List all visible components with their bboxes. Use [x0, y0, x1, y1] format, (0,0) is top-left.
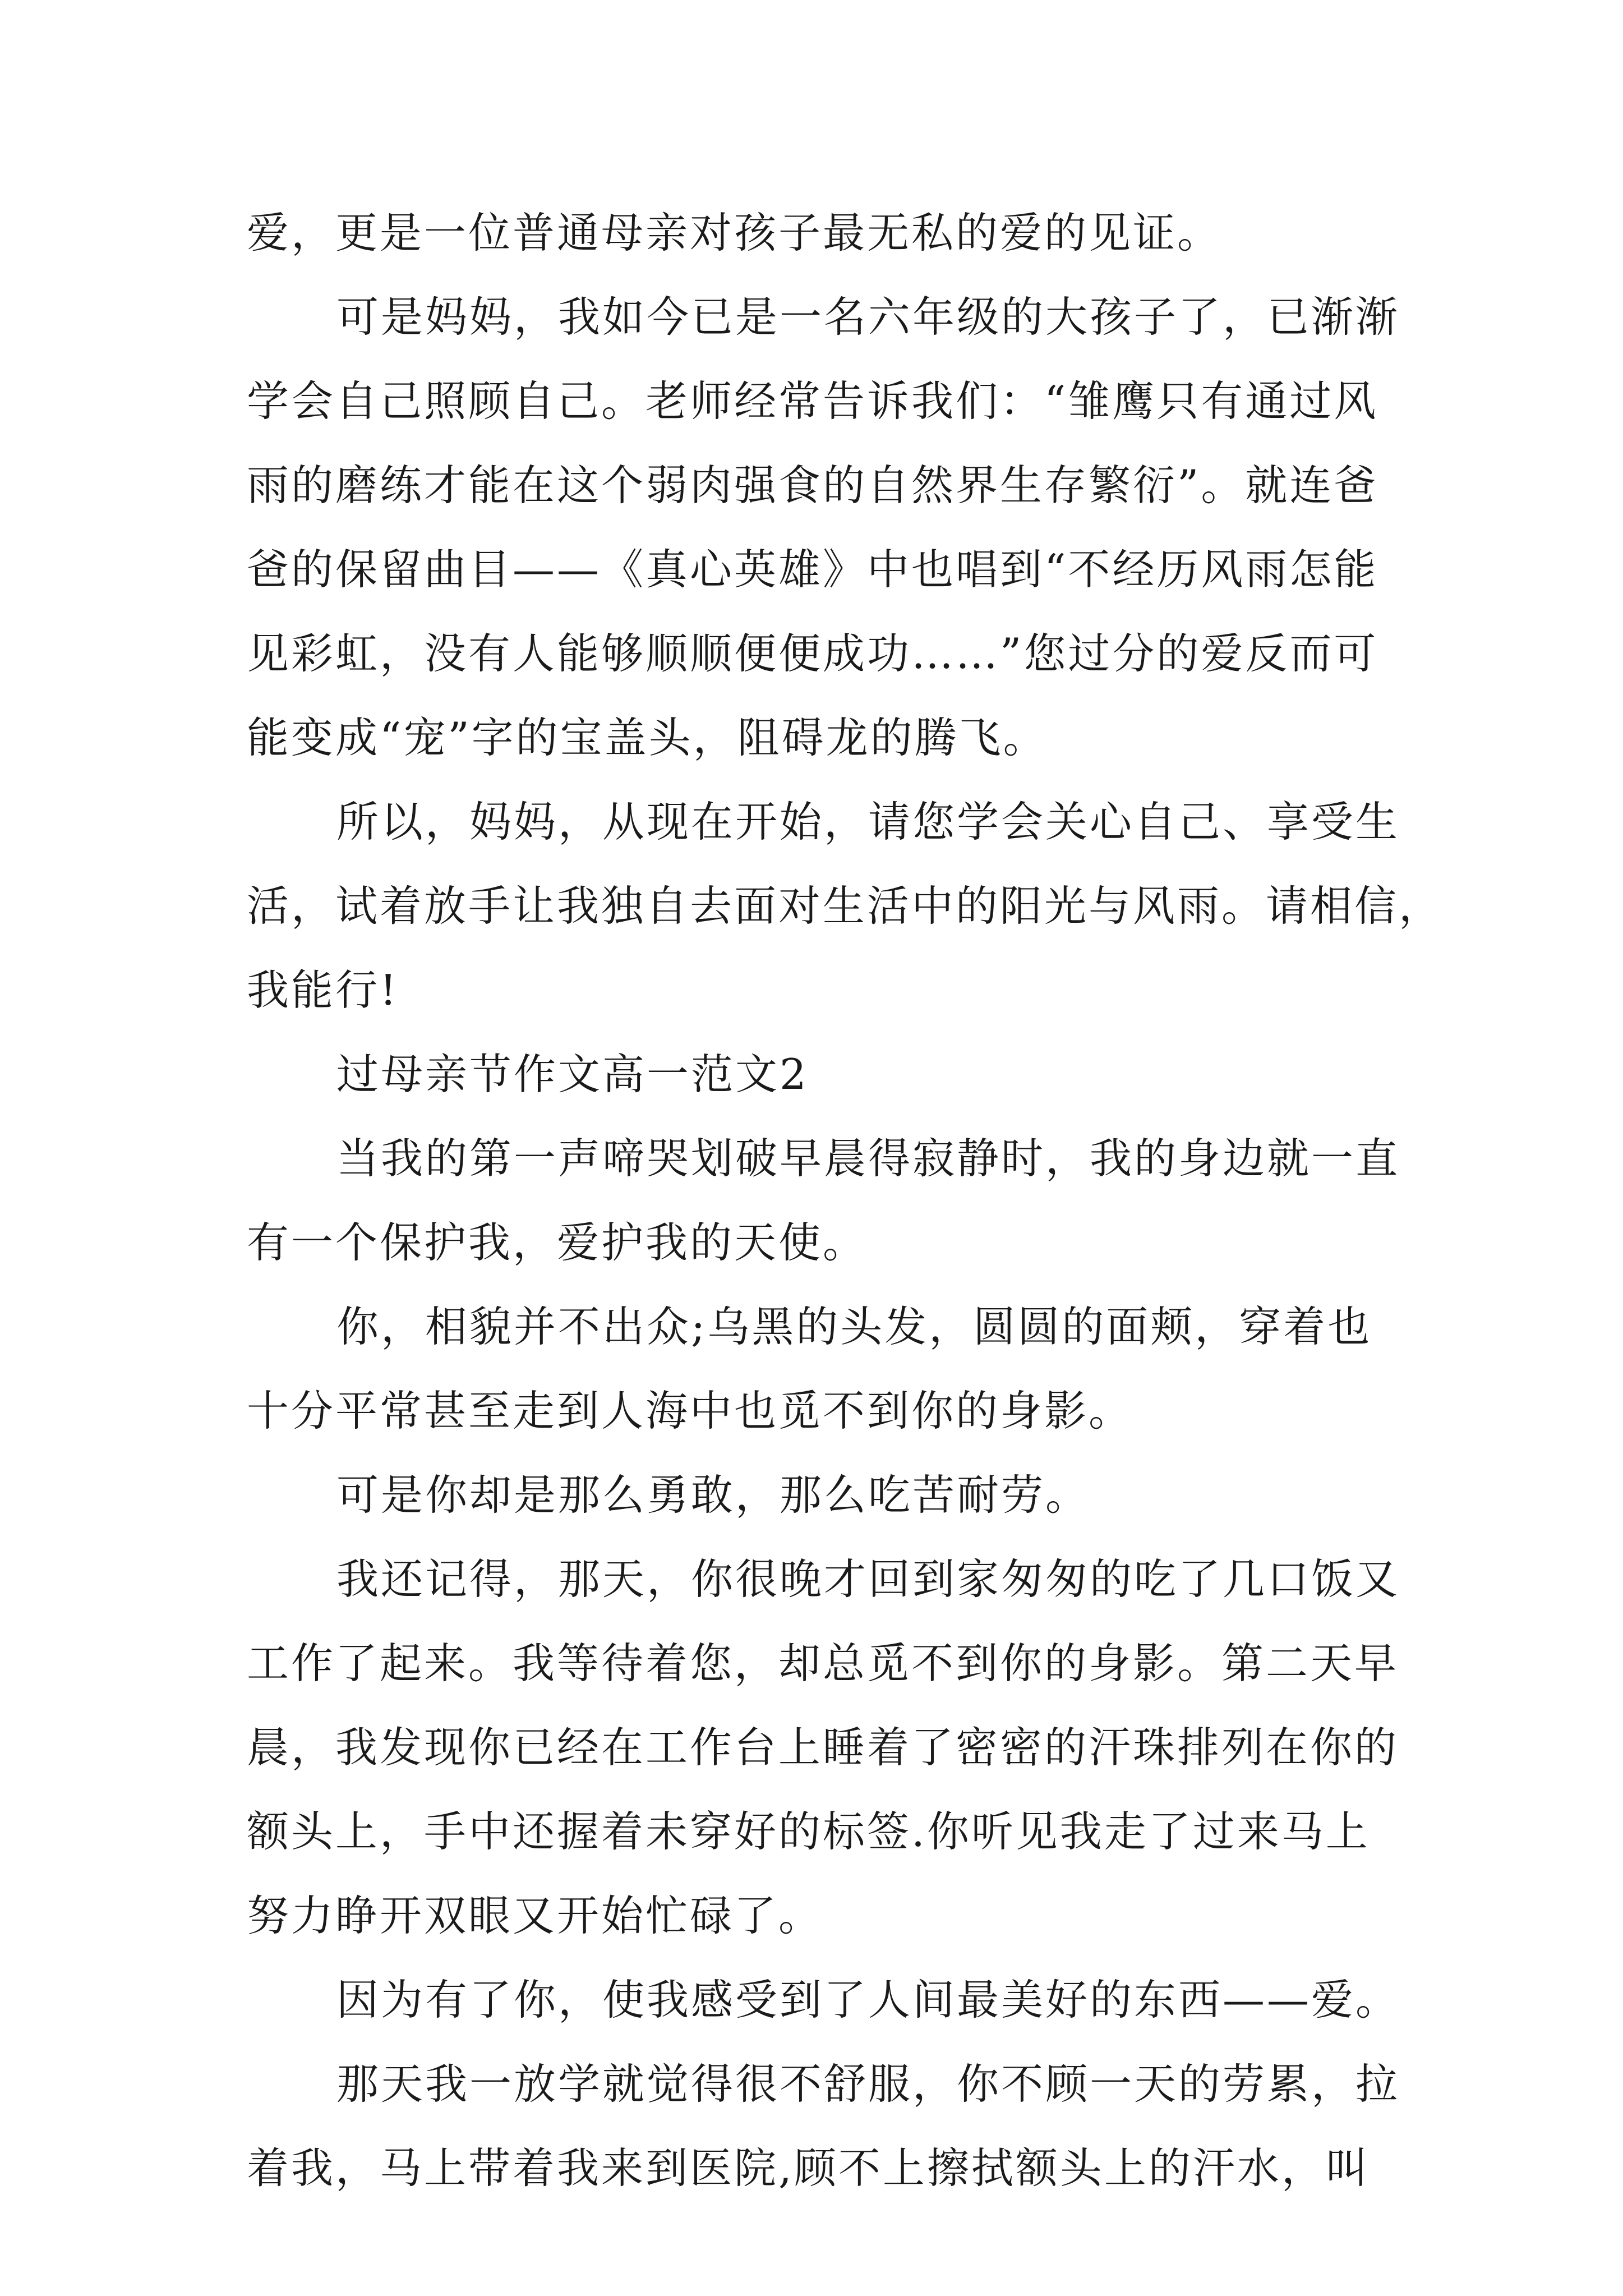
text-line: 我能行!: [247, 965, 399, 1015]
text-line: 爱，更是一位普通母亲对孩子最无私的爱的见证。: [247, 208, 1222, 257]
paragraph-line: 当我的第一声啼哭划破早晨得寂静时，我的身边就一直: [336, 1134, 1400, 1183]
section-heading: 过母亲节作文高一范文2: [336, 1050, 809, 1099]
text-line: 有一个保护我，爱护我的天使。: [247, 1218, 868, 1267]
text-line: 十分平常甚至走到人海中也觅不到你的身影。: [247, 1386, 1133, 1435]
text-line: 爸的保留曲目——《真心英雄》中也唱到“不经历风雨怎能: [247, 545, 1378, 594]
text-line: 晨，我发现你已经在工作台上睡着了密密的汗珠排列在你的: [247, 1723, 1399, 1772]
text-line: 努力睁开双眼又开始忙碌了。: [247, 1891, 823, 1940]
text-line: 能变成“宠”字的宝盖头，阻碍龙的腾飞。: [247, 713, 1048, 762]
paragraph-line: 我还记得，那天，你很晚才回到家匆匆的吃了几口饭又: [336, 1554, 1400, 1604]
text-line: 学会自己照顾自己。老师经常告诉我们：“雏鹰只有通过风: [247, 376, 1378, 426]
paragraph-line: 因为有了你，使我感受到了人间最美好的东西——爱。: [336, 1975, 1400, 2024]
text-line: 工作了起来。我等待着您，却总觅不到你的身影。第二天早: [247, 1639, 1399, 1688]
paragraph-line: 那天我一放学就觉得很不舒服，你不顾一天的劳累，拉: [336, 2059, 1400, 2109]
paragraph-line: 你，相貌并不出众;乌黑的头发，圆圆的面颊，穿着也: [336, 1302, 1372, 1351]
text-line: 着我，马上带着我来到医院,顾不上擦拭额头上的汗水，叫: [247, 2143, 1370, 2193]
paragraph-line: 可是妈妈，我如今已是一名六年级的大孩子了，已渐渐: [336, 292, 1400, 342]
text-line: 见彩虹，没有人能够顺顺便便成功……”您过分的爱反而可: [247, 629, 1378, 678]
text-line: 额头上，手中还握着未穿好的标签.你听见我走了过来马上: [247, 1807, 1370, 1856]
text-line: 雨的磨练才能在这个弱肉强食的自然界生存繁衍”。就连爸: [247, 461, 1378, 510]
paragraph-line: 所以，妈妈，从现在开始，请您学会关心自己、享受生: [336, 797, 1400, 846]
text-line: 活，试着放手让我独自去面对生活中的阳光与风雨。请相信，: [247, 881, 1444, 931]
paragraph-line: 可是你却是那么勇敢，那么吃苦耐劳。: [336, 1470, 1090, 1520]
